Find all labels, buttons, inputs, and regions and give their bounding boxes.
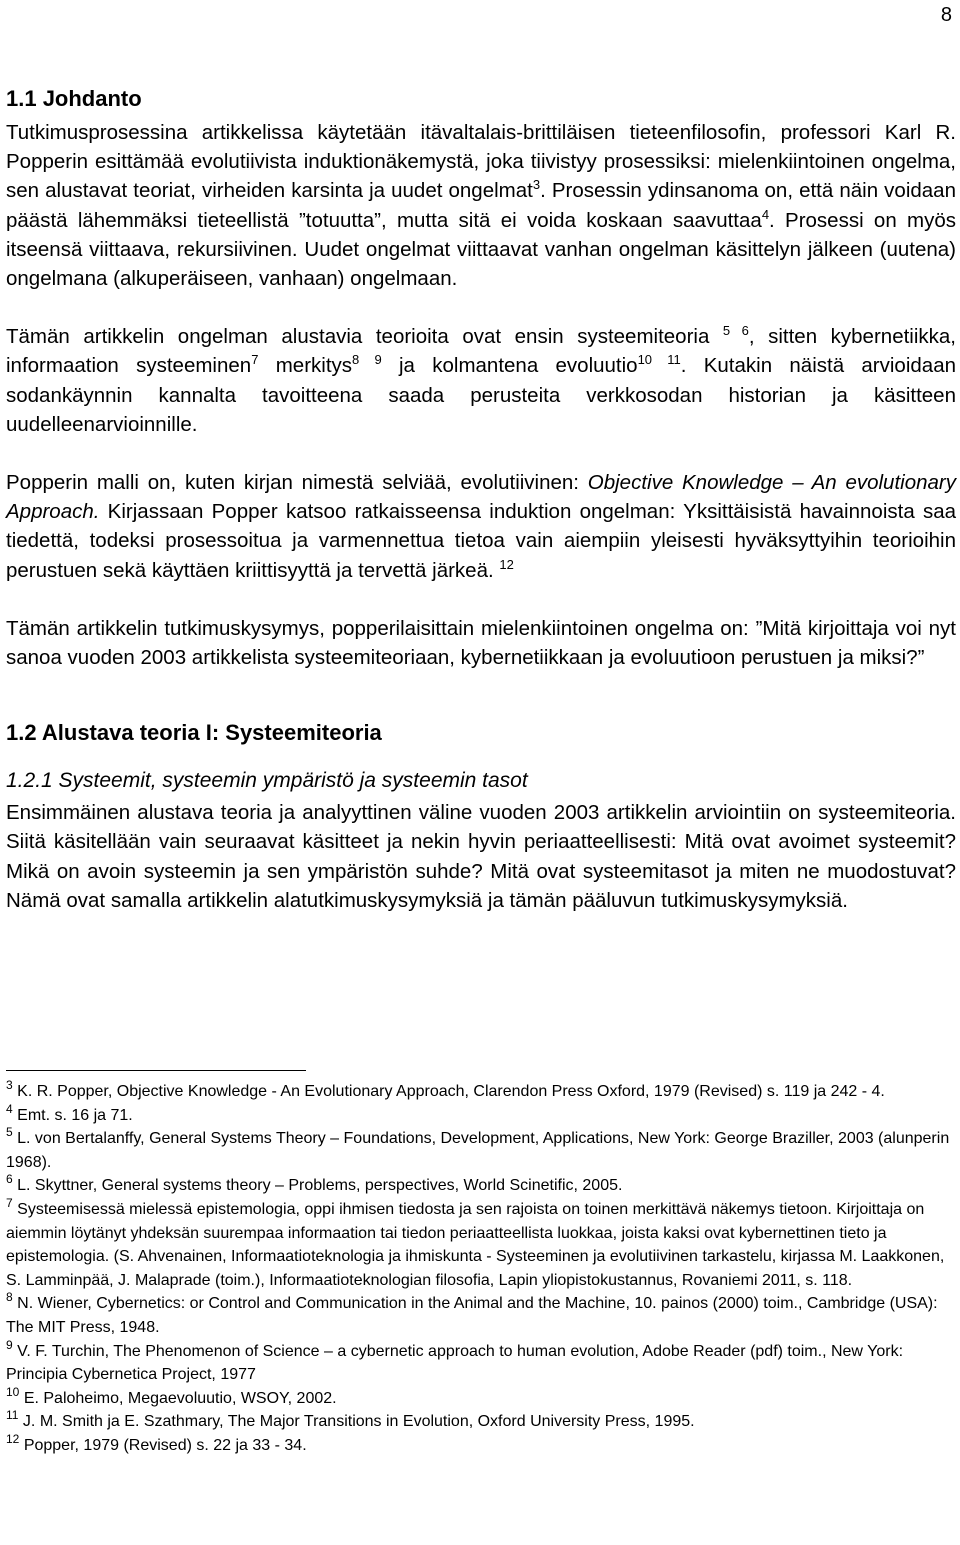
footnote-number: 9	[6, 1337, 13, 1352]
footnote	[6, 1195, 954, 1292]
footnote	[6, 1431, 954, 1458]
main-content	[6, 84, 956, 915]
footnote-number: 7	[6, 1195, 13, 1210]
paragraph-preliminary-theories	[6, 322, 956, 439]
footnote	[6, 1127, 954, 1174]
footnote-ref[interactable]: 5 6	[722, 323, 749, 339]
text-run: Kirjassaan Popper katsoo ratkaisseensa induktion ongelman: Yksittäisistä havainnoista saa tiedettä, todeksi prosessoitua ja varmennettua tietoa vain aiempiin yleisesti hyväksyttyihin teorioihin perustuen sekä käyttäen kriittisyyttä ja tervettä järkeä.	[6, 500, 956, 582]
footnote-text: J. M. Smith ja E. Szathmary, The Major Transitions in Evolution, Oxford University Press, 1995.	[22, 1413, 695, 1431]
footnote-number: 8	[6, 1290, 13, 1305]
footnote-text: E. Paloheimo, Megaevoluutio, WSOY, 2002.	[23, 1389, 337, 1407]
text-run: . Prosessi on myös itseensä viittaava, rekursiivinen. Uudet ongelmat viittaavat vanhan ongelman käsittelyn jälkeen (uutena) ongelmana (alkuperäiseen, vanhaan) ongelmaan.	[6, 208, 956, 291]
footnote-number: 5	[6, 1125, 13, 1140]
section-heading-johdanto: 1.1 Johdanto	[6, 86, 142, 111]
footnote-ref[interactable]: 8 9	[352, 352, 382, 368]
footnote	[6, 1174, 954, 1198]
footnote-ref[interactable]: 10 11	[637, 352, 681, 368]
footnote	[6, 1101, 954, 1128]
text-run: ja kolmantena evoluutio	[381, 354, 638, 378]
section-heading-systeemiteoria: 1.2 Alustava teoria I: Systeemiteoria	[6, 720, 382, 746]
text-run: merkitys	[258, 354, 353, 378]
subsection-heading: 1.2.1 Systeemit, systeemin ympäristö ja systeemin tasot	[6, 769, 528, 793]
text-run: . Prosessin ydinsanoma on, että näin voidaan päästä lähemmäksi tieteellistä ”totuutta”, mutta sitä ei voida koskaan saavuttaa	[6, 179, 956, 232]
footnote-number: 12	[6, 1431, 20, 1446]
footnote-text: Systeemisessä mielessä epistemologia, oppi ihmisen tiedosta ja sen rajoista on toinen merkittävä näkemys tietoon. Kirjoittaja on aiemmin löytänyt yhdeksän suurempaa informaation tai tiedon periaatteellista luokkaa, joista kaksi ovat kybernettinen tieto ja epistemologia. (S. Ahvenainen, Informaatioteknologia ja ihmiskunta - Systeeminen ja evolutiivinen tarkastelu, kirjassa M. Laakkonen, S. Lamminpää, J. Malaprade (toim.), Informaatioteknologian filosofia, Lapin yliopistokustannus, Rovaniemi 2011, s. 118.	[6, 1200, 945, 1289]
book-title: Objective Knowledge – An evolutionary Approach.	[6, 471, 956, 524]
footnote-number: 11	[6, 1408, 19, 1423]
footnote-ref[interactable]: 4	[761, 206, 770, 222]
footnote-ref[interactable]: 7	[251, 352, 259, 368]
paragraph-research-process	[6, 118, 956, 293]
footnote	[6, 1410, 954, 1434]
footnote	[6, 1080, 954, 1104]
footnote-ref[interactable]: 3	[532, 177, 541, 193]
footnote	[6, 1384, 954, 1411]
text-run: . Kutakin näistä arvioidaan sodankäynnin kannalta tavoitteena saada perusteita verkkosodan historian ja käsitteen uudelleenarvioinnille.	[6, 354, 956, 436]
footnote-text: Emt. s. 16 ja 71.	[17, 1106, 133, 1124]
footnote-number: 6	[6, 1172, 13, 1187]
paragraph-popper-model	[6, 468, 956, 585]
footnote	[6, 1337, 954, 1387]
footnote-text: V. F. Turchin, The Phenomenon of Science – a cybernetic approach to human evolution, Adobe Reader (pdf) toim., New York: Principia Cybernetica Project, 1977	[6, 1342, 904, 1384]
footnote-ref[interactable]: 12	[499, 556, 514, 572]
footnotes	[6, 1080, 954, 1458]
footnote-number: 10	[6, 1384, 20, 1399]
text-run: Tämän artikkelin ongelman alustavia teorioita ovat ensin systeemiteoria	[6, 325, 710, 349]
footnote-text: L. Skyttner, General systems theory – Problems, perspectives, World Scinetific, 2005.	[17, 1177, 623, 1195]
footnote-text: N. Wiener, Cybernetics: or Control and Communication in the Animal and the Machine, 10. painos (2000) toim., Cambridge (USA): The MIT Press, 1948.	[6, 1295, 938, 1336]
footnote	[6, 1292, 954, 1339]
footnote-number: 4	[6, 1101, 13, 1116]
page-number: 8	[940, 4, 952, 26]
text-run: Popperin malli on, kuten kirjan nimestä selviää, evolutiivinen:	[6, 471, 588, 495]
text-run: , sitten kybernetiikka, informaation systeeminen	[6, 325, 956, 378]
footnote-divider	[6, 1070, 306, 1071]
paragraph-research-question: Tämän artikkelin tutkimuskysymys, popperilaisittain mielenkiintoinen ongelma on: ”Mitä kirjoittaja voi nyt sanoa vuoden 2003 artikkelista systeemiteoriaan, kybernetiikkaan ja evoluutioon perustuen ja miksi?”	[6, 616, 956, 670]
paragraph-systems-theory: Ensimmäinen alustava teoria ja analyyttinen väline vuoden 2003 artikkelin arviointiin on systeemiteoria. Siitä käsitellään vain seuraavat käsitteet ja nekin hyvin periaatteellisesti: Mitä ovat avoimet systeemit? Mikä on avoin systeemin ja sen ympäristön suhde? Mitä ovat systeemitasot ja miten ne muodostuvat? Nämä ovat samalla artikkelin alatutkimuskysymyksiä ja tämän pääluvun tutkimuskysymyksiä.	[6, 801, 956, 912]
footnote-text: Popper, 1979 (Revised) s. 22 ja 33 - 34.	[23, 1436, 307, 1454]
text-run: Tutkimusprosessina artikkelissa käytetään itävaltalais-brittiläisen tieteenfilosofin, professori Karl R. Popperin esittämää evolutiivista induktionäkemystä, joka tiivistyy prosessiksi: mielenkiintoinen ongelma, sen alustavat teoriat, virheiden karsinta ja uudet ongelmat	[6, 121, 956, 203]
footnote-text: K. R. Popper, Objective Knowledge - An Evolutionary Approach, Clarendon Press Oxford, 1979 (Revised) s. 119 ja 242 - 4.	[17, 1083, 885, 1100]
footnote-number: 3	[6, 1078, 13, 1092]
footnote-text: L. von Bertalanffy, General Systems Theory – Foundations, Development, Applications, New York: George Braziller, 2003 (alunperin 1968).	[6, 1130, 950, 1171]
